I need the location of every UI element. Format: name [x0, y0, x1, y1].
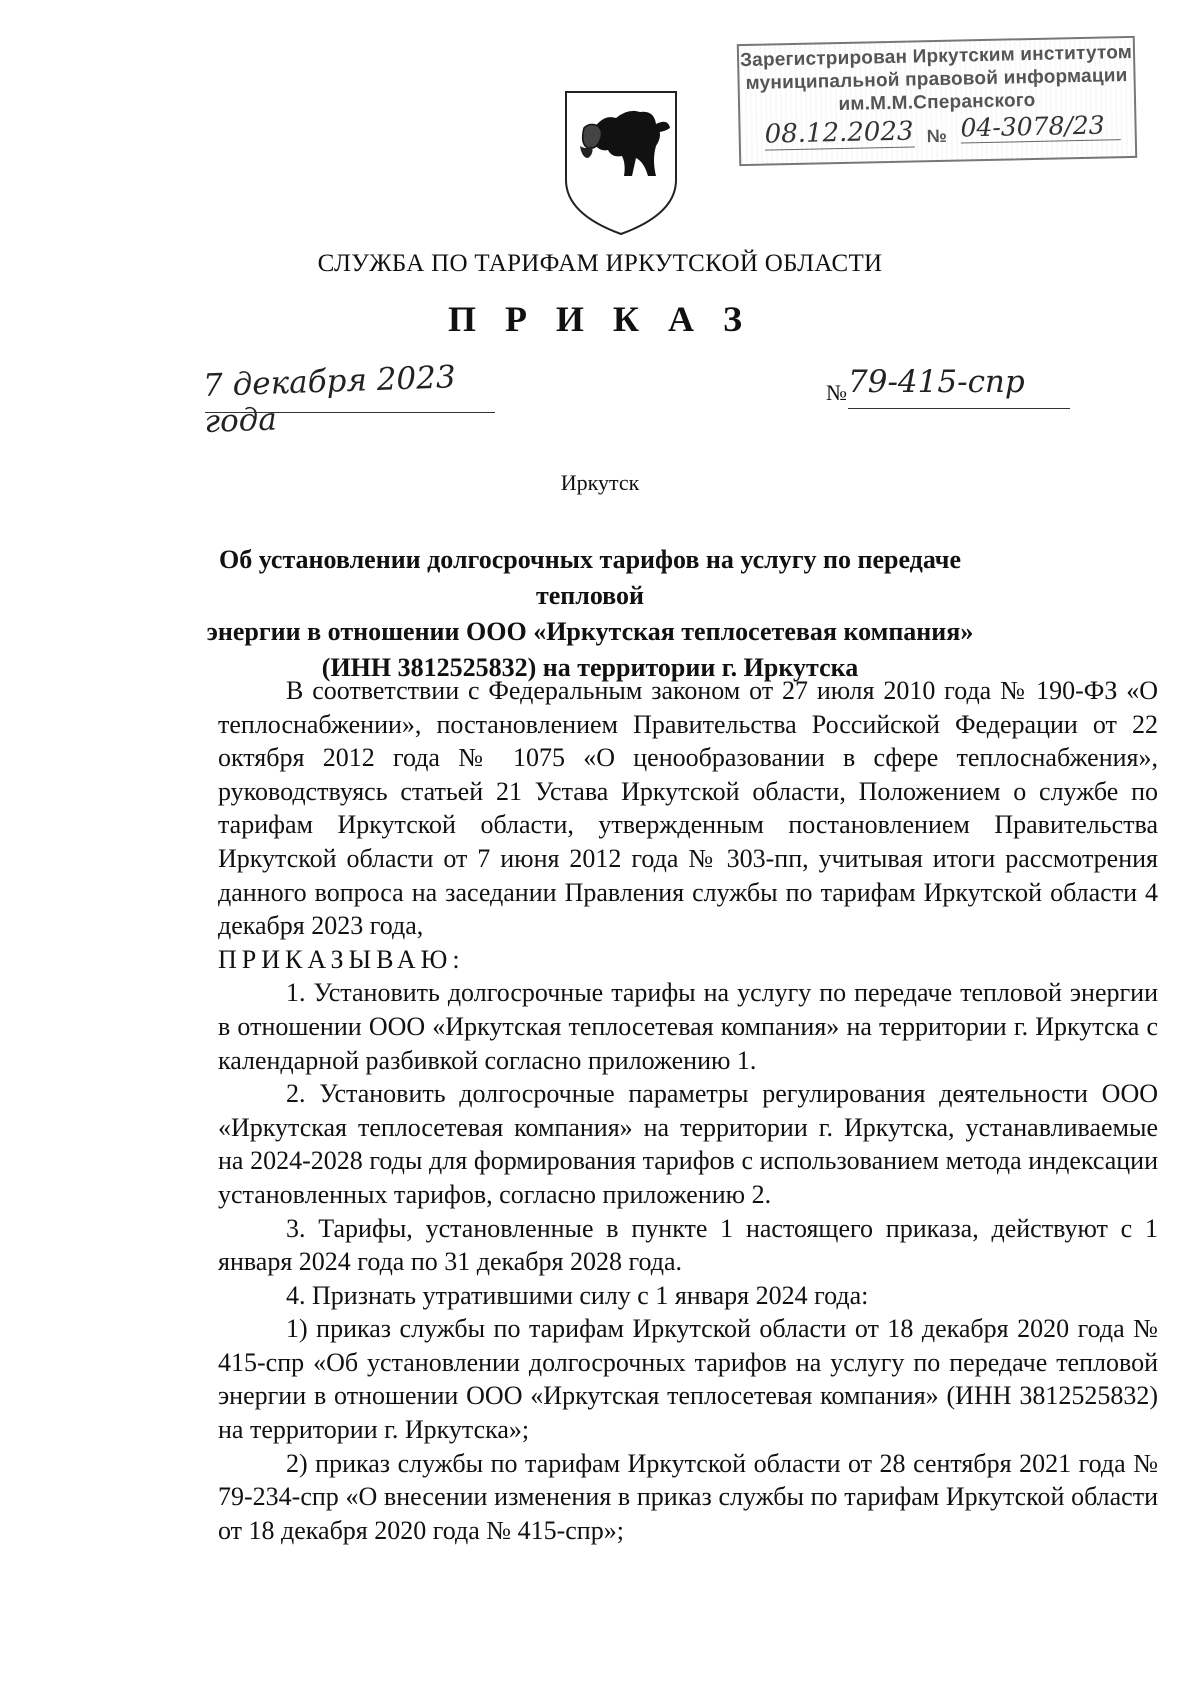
title-line-3: (ИНН 3812525832) на территории г. Иркутска	[321, 653, 859, 682]
paragraph-1: 1. Установить долгосрочные тарифы на услугу по передаче тепловой энергии в отношении ООО «Иркутская теплосетевая компания» на территории г. Иркутска с календарной разбивкой согласно приложению 1.	[218, 978, 1158, 1075]
agency-name: СЛУЖБА ПО ТАРИФАМ ИРКУТСКОЙ ОБЛАСТИ	[317, 250, 883, 277]
registration-stamp	[737, 36, 1137, 166]
stamp-line-3: им.М.М.Сперанского	[838, 89, 1036, 116]
paragraph-2: 2. Установить долгосрочные параметры регулирования деятельности ООО «Иркутская теплосетевая компания» на территории г. Иркутска, устанавливаемые на 2024-2028 годы для формирования тарифов с использованием метода индексации установленных тарифов, согласно приложению 2.	[218, 1079, 1158, 1209]
document-title	[200, 542, 980, 686]
paragraph-4-item-2: 2) приказ службы по тарифам Иркутской области от 28 сентября 2021 года № 79-234-спр «О внесении изменения в приказ службы по тарифам Иркутской области от 18 декабря 2020 года № 415-спр»;	[218, 1448, 1158, 1545]
document-type-heading: П Р И К А З	[447, 299, 753, 339]
stamp-reg-date: 08.12.2023	[764, 116, 914, 150]
stamp-registration-row	[750, 110, 1127, 158]
stamp-number-label: №	[926, 125, 948, 147]
stamp-reg-number: 04-3078/23	[960, 110, 1121, 143]
city-name: Иркутск	[560, 470, 640, 495]
order-date-handwritten: 7 декабря 2023 года	[202, 359, 457, 440]
title-line-2: энергии в отношении ООО «Иркутская теплосетевая компания»	[206, 617, 974, 646]
stamp-line-2: муниципальной правовой информации	[745, 65, 1128, 95]
order-number-handwritten: 79-415-спр	[848, 364, 1025, 400]
document-body	[218, 674, 1158, 1547]
coat-of-arms-icon	[560, 88, 682, 238]
stamp-line-1: Зарегистрирован Иркутским институтом	[739, 41, 1133, 72]
paragraph-4: 4. Признать утратившими силу с 1 января 2024 года:	[286, 1280, 869, 1310]
order-word: ПРИКАЗЫВАЮ:	[218, 944, 465, 974]
paragraph-3: 3. Тарифы, установленные в пункте 1 настоящего приказа, действуют с 1 января 2024 года по 31 декабря 2028 года.	[218, 1213, 1158, 1277]
date-underline	[205, 412, 495, 413]
preamble-paragraph: В соответствии с Федеральным законом от 27 июля 2010 года № 190-ФЗ «О теплоснабжении», постановлением Правительства Российской Федерации от 22 октября 2012 года № 1075 «О ценообразовании в сфере теплоснабжения», руководствуясь статьей 21 Устава Иркутской области, Положением о службе по тарифам Иркутской области, утвержденным постановлением Правительства Иркутской области от 7 июня 2012 года № 303-пп, учитывая итоги рассмотрения данного вопроса на заседании Правления службы по тарифам Иркутской области 4 декабря 2023 года,	[218, 676, 1158, 941]
paragraph-4-item-1: 1) приказ службы по тарифам Иркутской области от 18 декабря 2020 года № 415-спр «Об установлении долгосрочных тарифов на услугу по передаче тепловой энергии в отношении ООО «Иркутская теплосетевая компания» (ИНН 3812525832) на территории г. Иркутска»;	[218, 1314, 1158, 1445]
order-number-label: №	[826, 380, 847, 405]
number-underline	[848, 408, 1070, 409]
title-line-1: Об установлении долгосрочных тарифов на услугу по передаче тепловой	[219, 545, 961, 610]
